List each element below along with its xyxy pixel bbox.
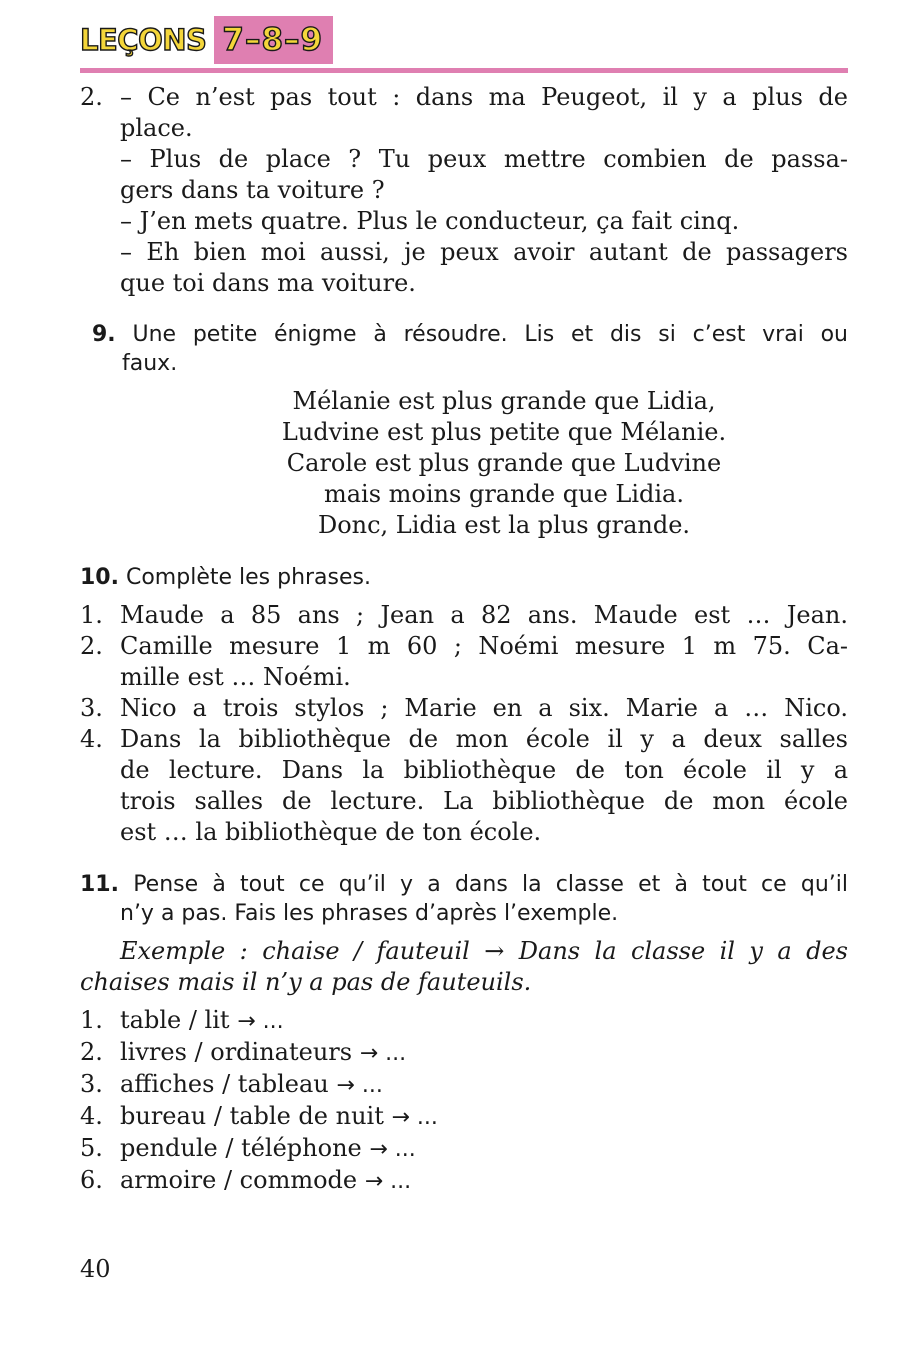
task-11-list (80, 1005, 848, 1197)
arrow-icon: → ... (369, 1137, 416, 1162)
dialog-line: gers dans ta voiture ? (120, 176, 385, 204)
poem-line: Donc, Lidia est la plus grande. (317, 511, 691, 539)
list-item: 2. Camille mesure 1 m 60 ; Noémi mesure 1 m 75. Ca- mille est … Noémi. (80, 632, 848, 691)
task-10-list (80, 600, 848, 848)
dialog-line: que toi dans ma voiture. (120, 269, 416, 297)
task-11-instruction: 11. Pense à tout ce qu’il y a dans la classe et à tout ce qu’il n’y a pas. Fais les phrases d’après l’exemple. (80, 872, 848, 926)
list-item: 3. Nico a trois stylos ; Marie en a six. Marie a … Nico. (80, 694, 848, 722)
poem-line: Ludvine est plus petite que Mélanie. (281, 418, 727, 446)
task-number: 9. (92, 322, 116, 347)
list-item: 4. bureau / table de nuit → ... (80, 1102, 438, 1130)
list-item: 4. Dans la bibliothèque de mon école il y a deux salles de lecture. Dans la bibliothèque de ton école il y a trois salles de lecture. La bibliothèque de mon école est … la bibliothèque de ton école. (80, 725, 848, 846)
item-number: 2. (80, 83, 103, 111)
lesson-header (80, 16, 333, 64)
arrow-icon: → ... (237, 1009, 284, 1034)
list-item: 5. pendule / téléphone → ... (80, 1134, 416, 1162)
dialog-line: place. (120, 114, 193, 142)
arrow-icon: → ... (336, 1073, 383, 1098)
task-number: 10. (80, 565, 119, 590)
example-sentence: Exemple : chaise / fauteuil → Dans la classe il y a des chaises mais il n’y a pas de fauteuils. (80, 937, 848, 996)
dialog-line: – Eh bien moi aussi, je peux avoir autant de passagers (120, 238, 848, 266)
task-9-instruction: 9. Une petite énigme à résoudre. Lis et dis si c’est vrai ou faux. (92, 322, 848, 376)
poem-line: mais moins grande que Lidia. (323, 480, 684, 508)
list-item: 1. Maude a 85 ans ; Jean a 82 ans. Maude est … Jean. (80, 601, 848, 629)
list-item: 1. table / lit → ... (80, 1006, 284, 1034)
riddle-poem (80, 386, 848, 541)
list-item: 3. affiches / tableau → ... (80, 1070, 383, 1098)
arrow-icon: → ... (391, 1105, 438, 1130)
task-number: 11. (80, 872, 119, 897)
arrow-icon: → ... (359, 1041, 407, 1066)
header-divider (80, 68, 848, 73)
task-10-instruction: 10. Complète les phrases. (80, 565, 371, 590)
arrow-icon: → ... (364, 1169, 412, 1194)
dialog-block (80, 82, 848, 299)
lesson-title: LEÇONS (80, 23, 207, 57)
page-number: 40 (80, 1255, 111, 1283)
lesson-numbers-badge: 7–8–9 (214, 16, 333, 64)
dialog-line: 2. – Ce n’est pas tout : dans ma Peugeot, il y a plus de (80, 83, 848, 111)
list-item: 6. armoire / commode → ... (80, 1166, 412, 1194)
poem-line: Mélanie est plus grande que Lidia, (292, 387, 716, 415)
dialog-line: – J’en mets quatre. Plus le conducteur, ça fait cinq. (120, 207, 740, 235)
dialog-line: – Plus de place ? Tu peux mettre combien de passa- (120, 145, 848, 173)
list-item: 2. livres / ordinateurs → ... (80, 1038, 407, 1066)
poem-line: Carole est plus grande que Ludvine (286, 449, 722, 477)
